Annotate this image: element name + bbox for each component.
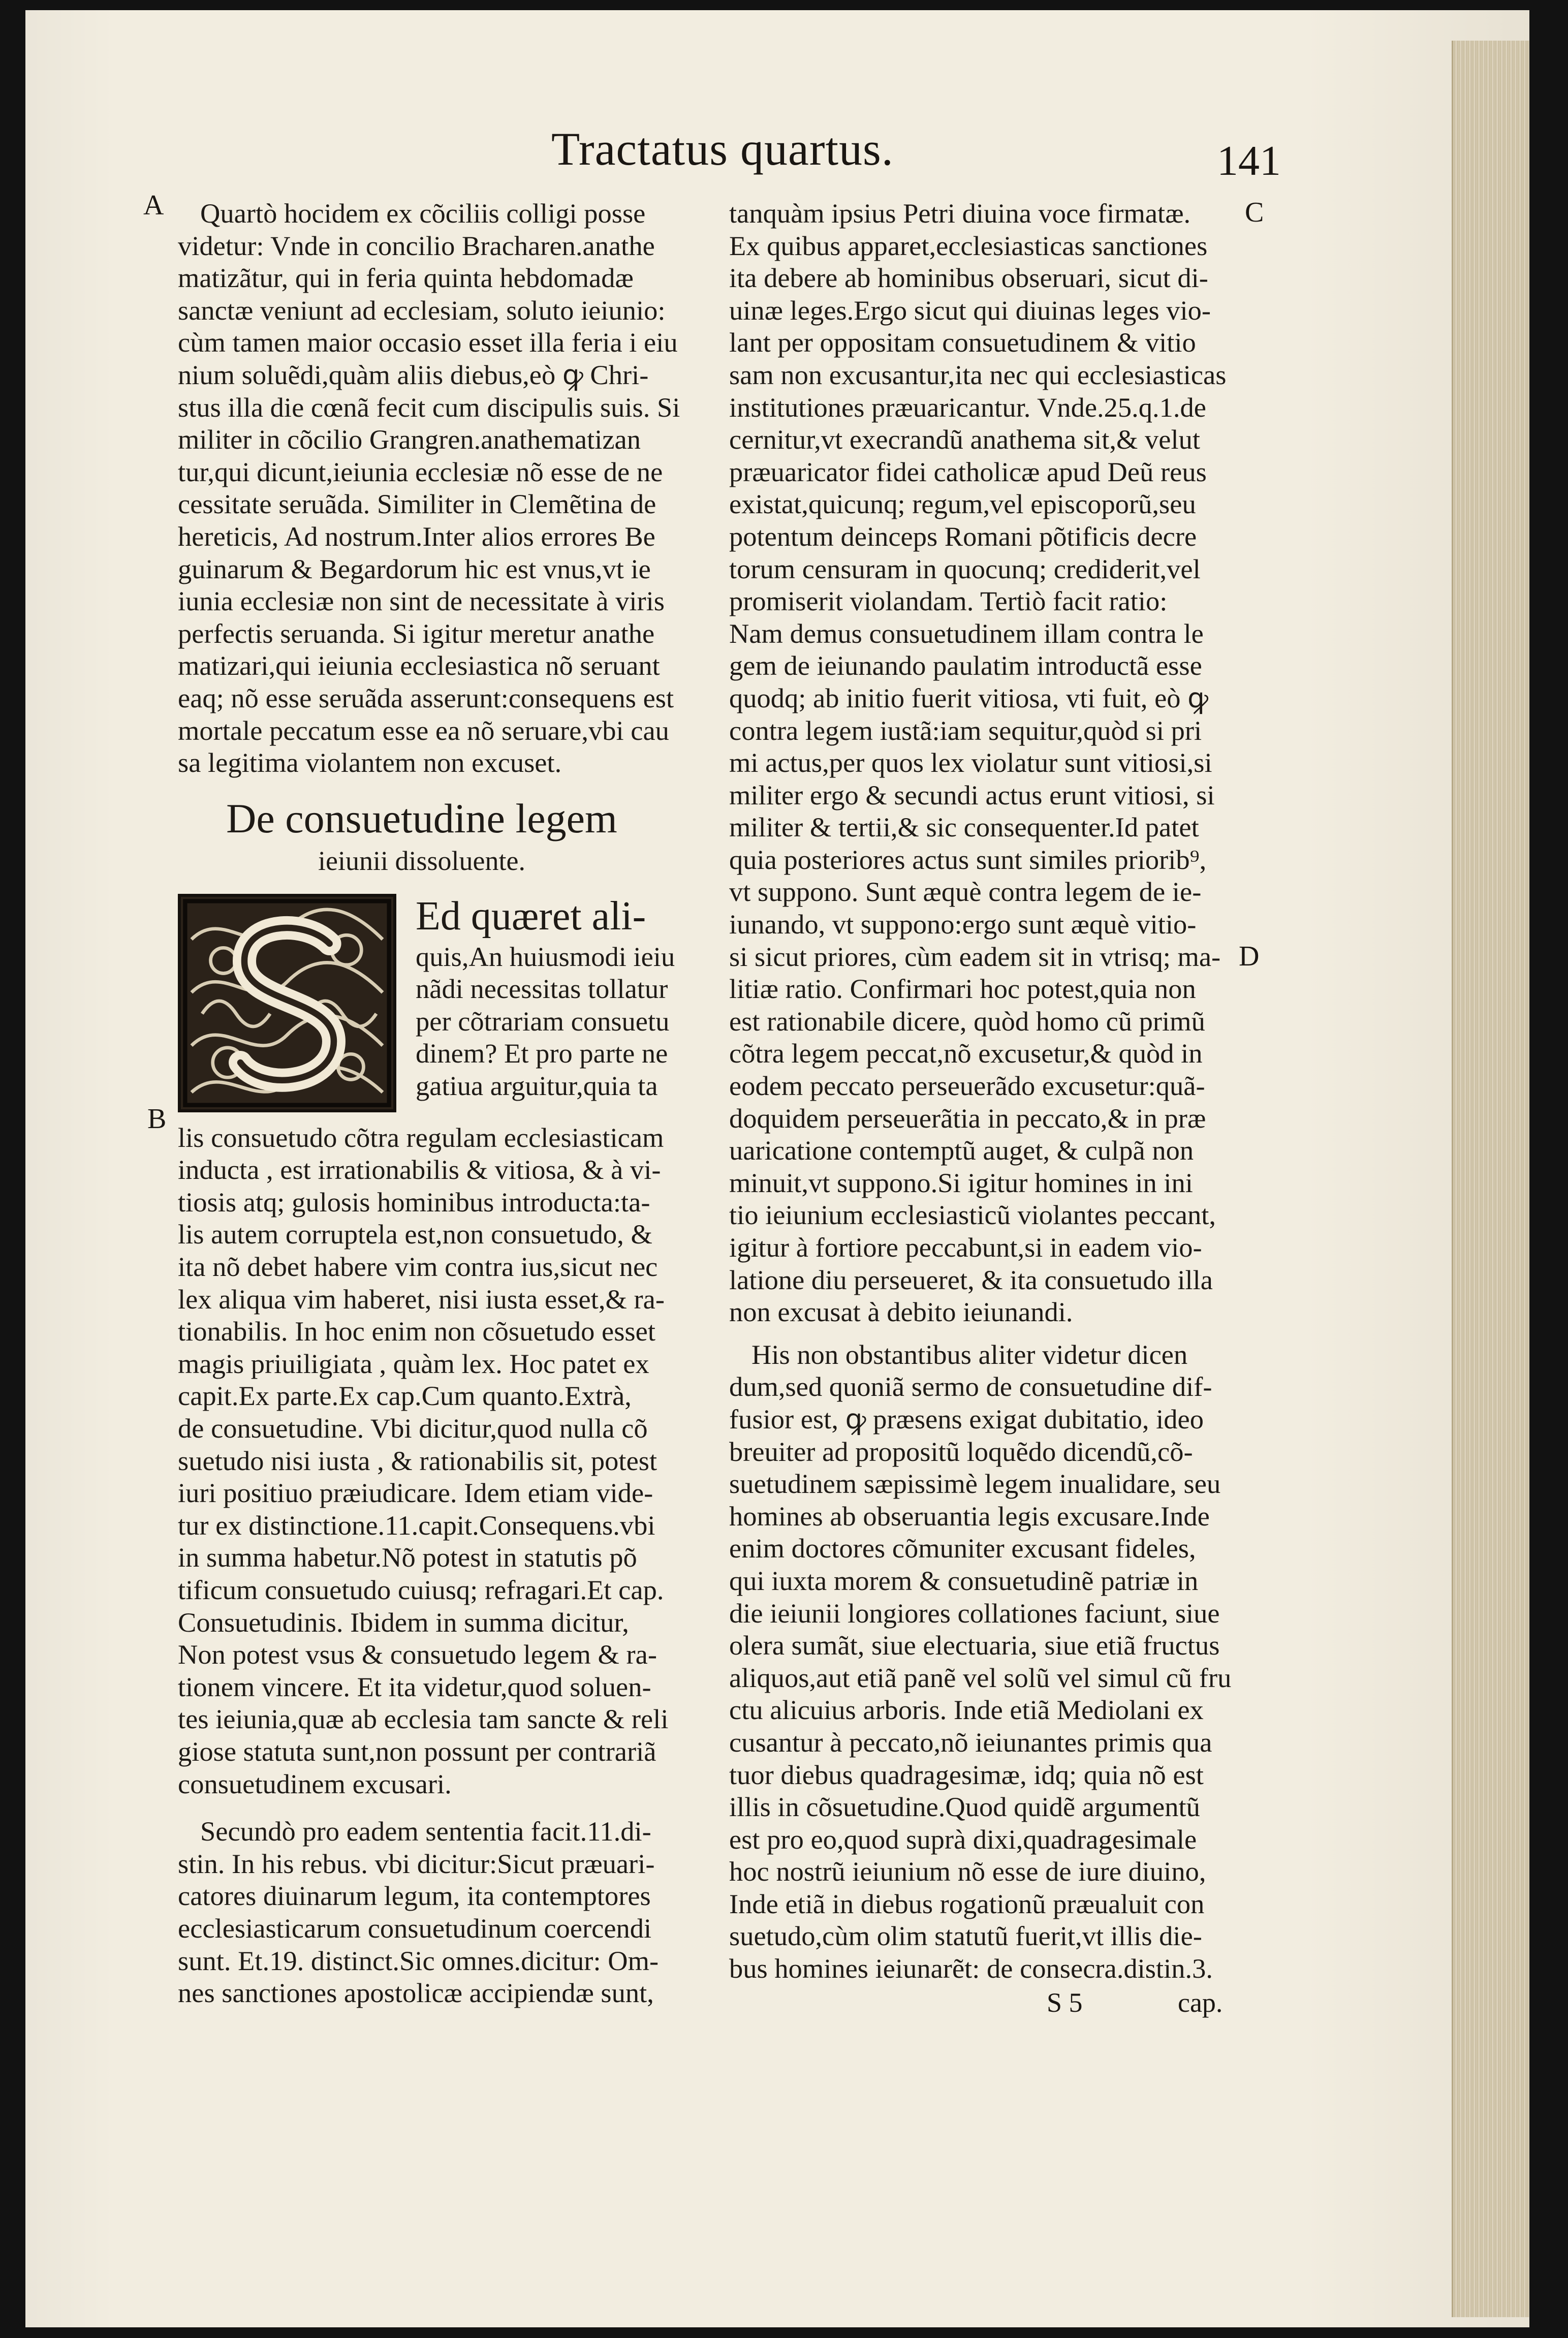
text-line: contra legem iustã:iam sequitur,quòd si pri	[729, 714, 1202, 746]
text-line: videtur: Vnde in concilio Bracharen.anathe	[178, 230, 655, 261]
paragraph-2	[729, 1338, 1247, 1985]
text-line: Consuetudinis. Ibidem in summa dicitur,	[178, 1606, 629, 1638]
text-line: tuor diebus quadragesimæ, idq; quia nõ est	[729, 1759, 1204, 1790]
text-line: tio ieiunium ecclesiasticũ violantes peccant,	[729, 1199, 1216, 1231]
text-line: die ieiunii longiores collationes faciunt, siue	[729, 1597, 1220, 1629]
text-line: de consuetudine. Vbi dicitur,quod nulla cõ	[178, 1413, 648, 1444]
text-line: nãdi necessitas tollatur	[416, 973, 668, 1005]
text-line: existat,quicunq; regum,vel episcoporũ,seu	[729, 488, 1196, 520]
text-line: minuit,vt suppono.Si igitur homines in ini	[729, 1167, 1193, 1198]
text-line: hereticis, Ad nostrum.Inter alios errores Be	[178, 520, 655, 552]
text-line: militer ergo & secundi actus erunt vitiosi, si	[729, 779, 1215, 810]
text-line: capit.Ex parte.Ex cap.Cum quanto.Extrà,	[178, 1380, 632, 1412]
text-line: illis in cõsuetudine.Quod quidẽ argumentũ	[729, 1791, 1200, 1823]
text-line: Secundò pro eadem sententia facit.11.di-	[200, 1816, 651, 1847]
text-line: iunando, vt suppono:ergo sunt æquè vitio-	[729, 909, 1197, 940]
text-line: suetudinem sæpissimè legem inualidare, seu	[729, 1468, 1221, 1500]
initial-side-text	[416, 892, 675, 1102]
text-line: stin. In his rebus. vbi dicitur:Sicut præuari-	[178, 1848, 655, 1879]
text-line: mi actus,per quos lex violatur sunt vitiosi,si	[729, 747, 1212, 778]
text-line: sa legitima violantem non excuset.	[178, 747, 562, 778]
text-line: tionem vincere. Et ita videtur,quod soluen-	[178, 1671, 651, 1702]
text-line: gatiua arguitur,quia ta	[416, 1070, 658, 1102]
left-column	[178, 197, 686, 2009]
text-line: giose statuta sunt,non possunt per contrariã	[178, 1735, 656, 1767]
text-line: tur ex distinctione.11.capit.Consequens.vbi	[178, 1509, 655, 1541]
text-line: quia posteriores actus sunt similes priorib⁹,	[729, 844, 1207, 875]
paragraph-2	[178, 1121, 686, 1800]
initial-block	[178, 894, 686, 1121]
margin-letter-a: A	[143, 190, 164, 221]
text-line: est rationabile dicere, quòd homo cũ primũ	[729, 1005, 1205, 1037]
text-line: bus homines ieiunarẽt: de consecra.distin.3.	[729, 1953, 1213, 1984]
text-line: magis priuiligiata , quàm lex. Hoc patet ex	[178, 1348, 649, 1379]
text-line: in summa habetur.Nõ potest in statutis põ	[178, 1542, 637, 1573]
text-line: ita debere ab hominibus obseruari, sicut di-	[729, 262, 1208, 294]
text-line: lis consuetudo cõtra regulam ecclesiasticam	[178, 1121, 664, 1153]
text-line: cùm tamen maior occasio esset illa feria i eiu	[178, 327, 678, 358]
text-line: Non potest vsus & consuetudo legem & ra-	[178, 1639, 657, 1670]
paragraph-3	[178, 1815, 686, 2009]
right-column	[729, 197, 1247, 1985]
text-line: iuri positiuo præiudicare. Idem etiam vide-	[178, 1477, 653, 1509]
text-line: catores diuinarum legum, ita contemptores	[178, 1880, 651, 1912]
text-line: præuaricator fidei catholicæ apud Deũ reus	[729, 456, 1207, 487]
text-line: hoc nostrũ ieiunium nõ esse de iure diuino,	[729, 1856, 1206, 1887]
text-line: tanquàm ipsius Petri diuina voce firmatæ.	[729, 198, 1191, 229]
text-line: guinarum & Begardorum hic est vnus,vt ie	[178, 553, 651, 584]
text-line: sam non excusantur,ita nec qui ecclesiasticas	[729, 359, 1227, 390]
text-line: mortale peccatum esse ea nõ seruare,vbi cau	[178, 714, 669, 746]
text-line: Ex quibus apparet,ecclesiasticas sanctiones	[729, 230, 1208, 261]
page-edge-block	[1452, 41, 1529, 2317]
text-line: tionabilis. In hoc enim non cõsuetudo esset	[178, 1316, 655, 1347]
running-title: Tractatus quartus.	[551, 123, 894, 175]
text-line: enim doctores cõmuniter excusant fideles,	[729, 1533, 1196, 1564]
text-line: His non obstantibus aliter videtur dicen	[751, 1338, 1188, 1370]
text-line: vt suppono. Sunt æquè contra legem de ie-	[729, 876, 1202, 908]
text-line: institutiones præuaricantur. Vnde.25.q.1.de	[729, 391, 1206, 423]
text-line: olera sumãt, siue electuaria, siue etiã fructus	[729, 1630, 1220, 1661]
text-line: promiserit violandam. Tertiò facit ratio:	[729, 585, 1168, 617]
text-line: sunt. Et.19. distinct.Sic omnes.dicitur: Om-	[178, 1945, 659, 1976]
text-line: cernitur,vt execrandũ anathema sit,& velut	[729, 424, 1200, 455]
text-line: inducta , est irrationabilis & vitiosa, & à vi-	[178, 1154, 661, 1186]
text-line: militer & tertii,& sic consequenter.Id patet	[729, 812, 1199, 843]
text-line: igitur à fortiore peccabunt,si in eadem vio-	[729, 1232, 1202, 1263]
text-line: gem de ieiunando paulatim introductã esse	[729, 650, 1202, 681]
text-line: litiæ ratio. Confirmari hoc potest,quia non	[729, 973, 1196, 1005]
text-line: nium soluẽdi,quàm aliis diebus,eò ꝙ Chri-	[178, 359, 649, 390]
text-line: perfectis seruanda. Si igitur meretur anathe	[178, 617, 655, 649]
text-line: consuetudinem excusari.	[178, 1768, 452, 1799]
text-line: tiosis atq; gulosis hominibus introducta:ta-	[178, 1186, 650, 1218]
text-line: stus illa die cœnã fecit cum discipulis suis. Si	[178, 391, 680, 423]
section-subheading: ieiunii dissoluente.	[318, 845, 525, 876]
text-line: ita nõ debet habere vim contra ius,sicut nec	[178, 1251, 658, 1283]
text-line: qui iuxta morem & consuetudinẽ patriæ in	[729, 1565, 1199, 1596]
text-line: quodq; ab initio fuerit vitiosa, vti fuit, eò ꝙ	[729, 682, 1209, 713]
text-line: potentum deinceps Romani põtificis decre	[729, 520, 1197, 552]
text-line: matizari,qui ieiunia ecclesiastica nõ seruant	[178, 650, 660, 681]
text-line: per cõtrariam consuetu	[416, 1005, 670, 1037]
catchword: cap.	[1178, 1987, 1223, 2018]
text-line: lant per oppositam consuetudinem & vitio	[729, 327, 1196, 358]
text-line: militer in cõcilio Grangren.anathematizan	[178, 424, 641, 455]
text-line: non excusat à debito ieiunandi.	[729, 1296, 1073, 1328]
text-line: est pro eo,quod suprà dixi,quadragesimale	[729, 1823, 1197, 1855]
text-line: tificum consuetudo cuiusq; refragari.Et cap.	[178, 1574, 664, 1605]
text-line: dum,sed quoniã sermo de consuetudine dif-	[729, 1371, 1212, 1402]
text-line: tes ieiunia,quæ ab ecclesia tam sancte & reli	[178, 1703, 669, 1735]
text-line: lex aliqua vim haberet, nisi iusta esset,& ra-	[178, 1283, 665, 1315]
text-line: ecclesiasticarum consuetudinum coercendi	[178, 1912, 652, 1944]
text-line: Inde etiã in diebus rogationũ præualuit con	[729, 1888, 1205, 1919]
text-line: nes sanctiones apostolicæ accipiendæ sunt,	[178, 1977, 654, 2009]
text-line: si sicut priores, cùm eadem sit in vtrisq; ma-	[729, 941, 1221, 972]
text-line: matizãtur, qui in feria quinta hebdomadæ	[178, 262, 634, 294]
margin-letter-c: C	[1245, 197, 1264, 228]
text-line: Ed quæret ali-	[416, 893, 646, 939]
text-line: aliquos,aut etiã panẽ vel solũ vel simul cũ fru	[729, 1662, 1232, 1693]
text-line: cõtra legem peccat,nõ excusetur,& quòd in	[729, 1038, 1203, 1069]
paragraph-1	[729, 197, 1247, 1328]
text-line: uaricatione contemptũ auget, & culpã non	[729, 1135, 1194, 1166]
folio-number: 141	[1217, 137, 1281, 184]
text-line: cusantur à peccato,nõ ieiunantes primis qua	[729, 1726, 1212, 1758]
text-line: breuiter ad propositũ loquẽdo dicendũ,cõ-	[729, 1436, 1193, 1467]
text-line: cessitate seruãda. Similiter in Clemẽtina de	[178, 488, 656, 520]
text-line: latione diu perseueret, & ita consuetudo illa	[729, 1264, 1213, 1295]
text-line: dinem? Et pro parte ne	[416, 1038, 668, 1069]
text-line: Nam demus consuetudinem illam contra le	[729, 617, 1204, 649]
margin-letter-d: D	[1239, 941, 1260, 972]
text-line: fusior est, ꝙ præsens exigat dubitatio, ideo	[729, 1403, 1204, 1435]
text-line: quis,An huiusmodi ieiu	[416, 941, 675, 972]
text-line: uinæ leges.Ergo sicut qui diuinas leges vio-	[729, 294, 1211, 326]
text-line: ctu alicuius arboris. Inde etiã Mediolani ex	[729, 1694, 1204, 1726]
text-line: torum censuram in quocunq; crediderit,vel	[729, 553, 1201, 584]
text-line: iunia ecclesiæ non sint de necessitate à viris	[178, 585, 665, 617]
text-line: sanctæ veniunt ad ecclesiam, soluto ieiunio:	[178, 294, 666, 326]
text-line: eaq; nõ esse seruãda asserunt:consequens est	[178, 682, 674, 713]
paragraph-1	[178, 197, 686, 779]
signature-mark: S 5	[1047, 1987, 1083, 2018]
text-line: homines ab obseruantia legis excusare.Inde	[729, 1500, 1210, 1532]
text-line: lis autem corruptela est,non consuetudo, &	[178, 1219, 652, 1250]
text-line: doquidem perseuerãtia in peccato,& in præ	[729, 1102, 1206, 1134]
section-heading: De consuetudine legem	[226, 795, 617, 841]
text-line: tur,qui dicunt,ieiunia ecclesiæ nõ esse de ne	[178, 456, 663, 487]
decorated-initial-s	[178, 894, 396, 1112]
text-line: Quartò hocidem ex cõciliis colligi posse	[200, 198, 646, 229]
margin-letter-b: B	[147, 1103, 167, 1135]
text-line: suetudo,cùm olim statutũ fuerit,vt illis die-	[729, 1920, 1202, 1952]
text-line: suetudo nisi iusta , & rationabilis sit, potest	[178, 1445, 657, 1476]
text-line: eodem peccato perseuerãdo excusetur:quã-	[729, 1070, 1205, 1102]
